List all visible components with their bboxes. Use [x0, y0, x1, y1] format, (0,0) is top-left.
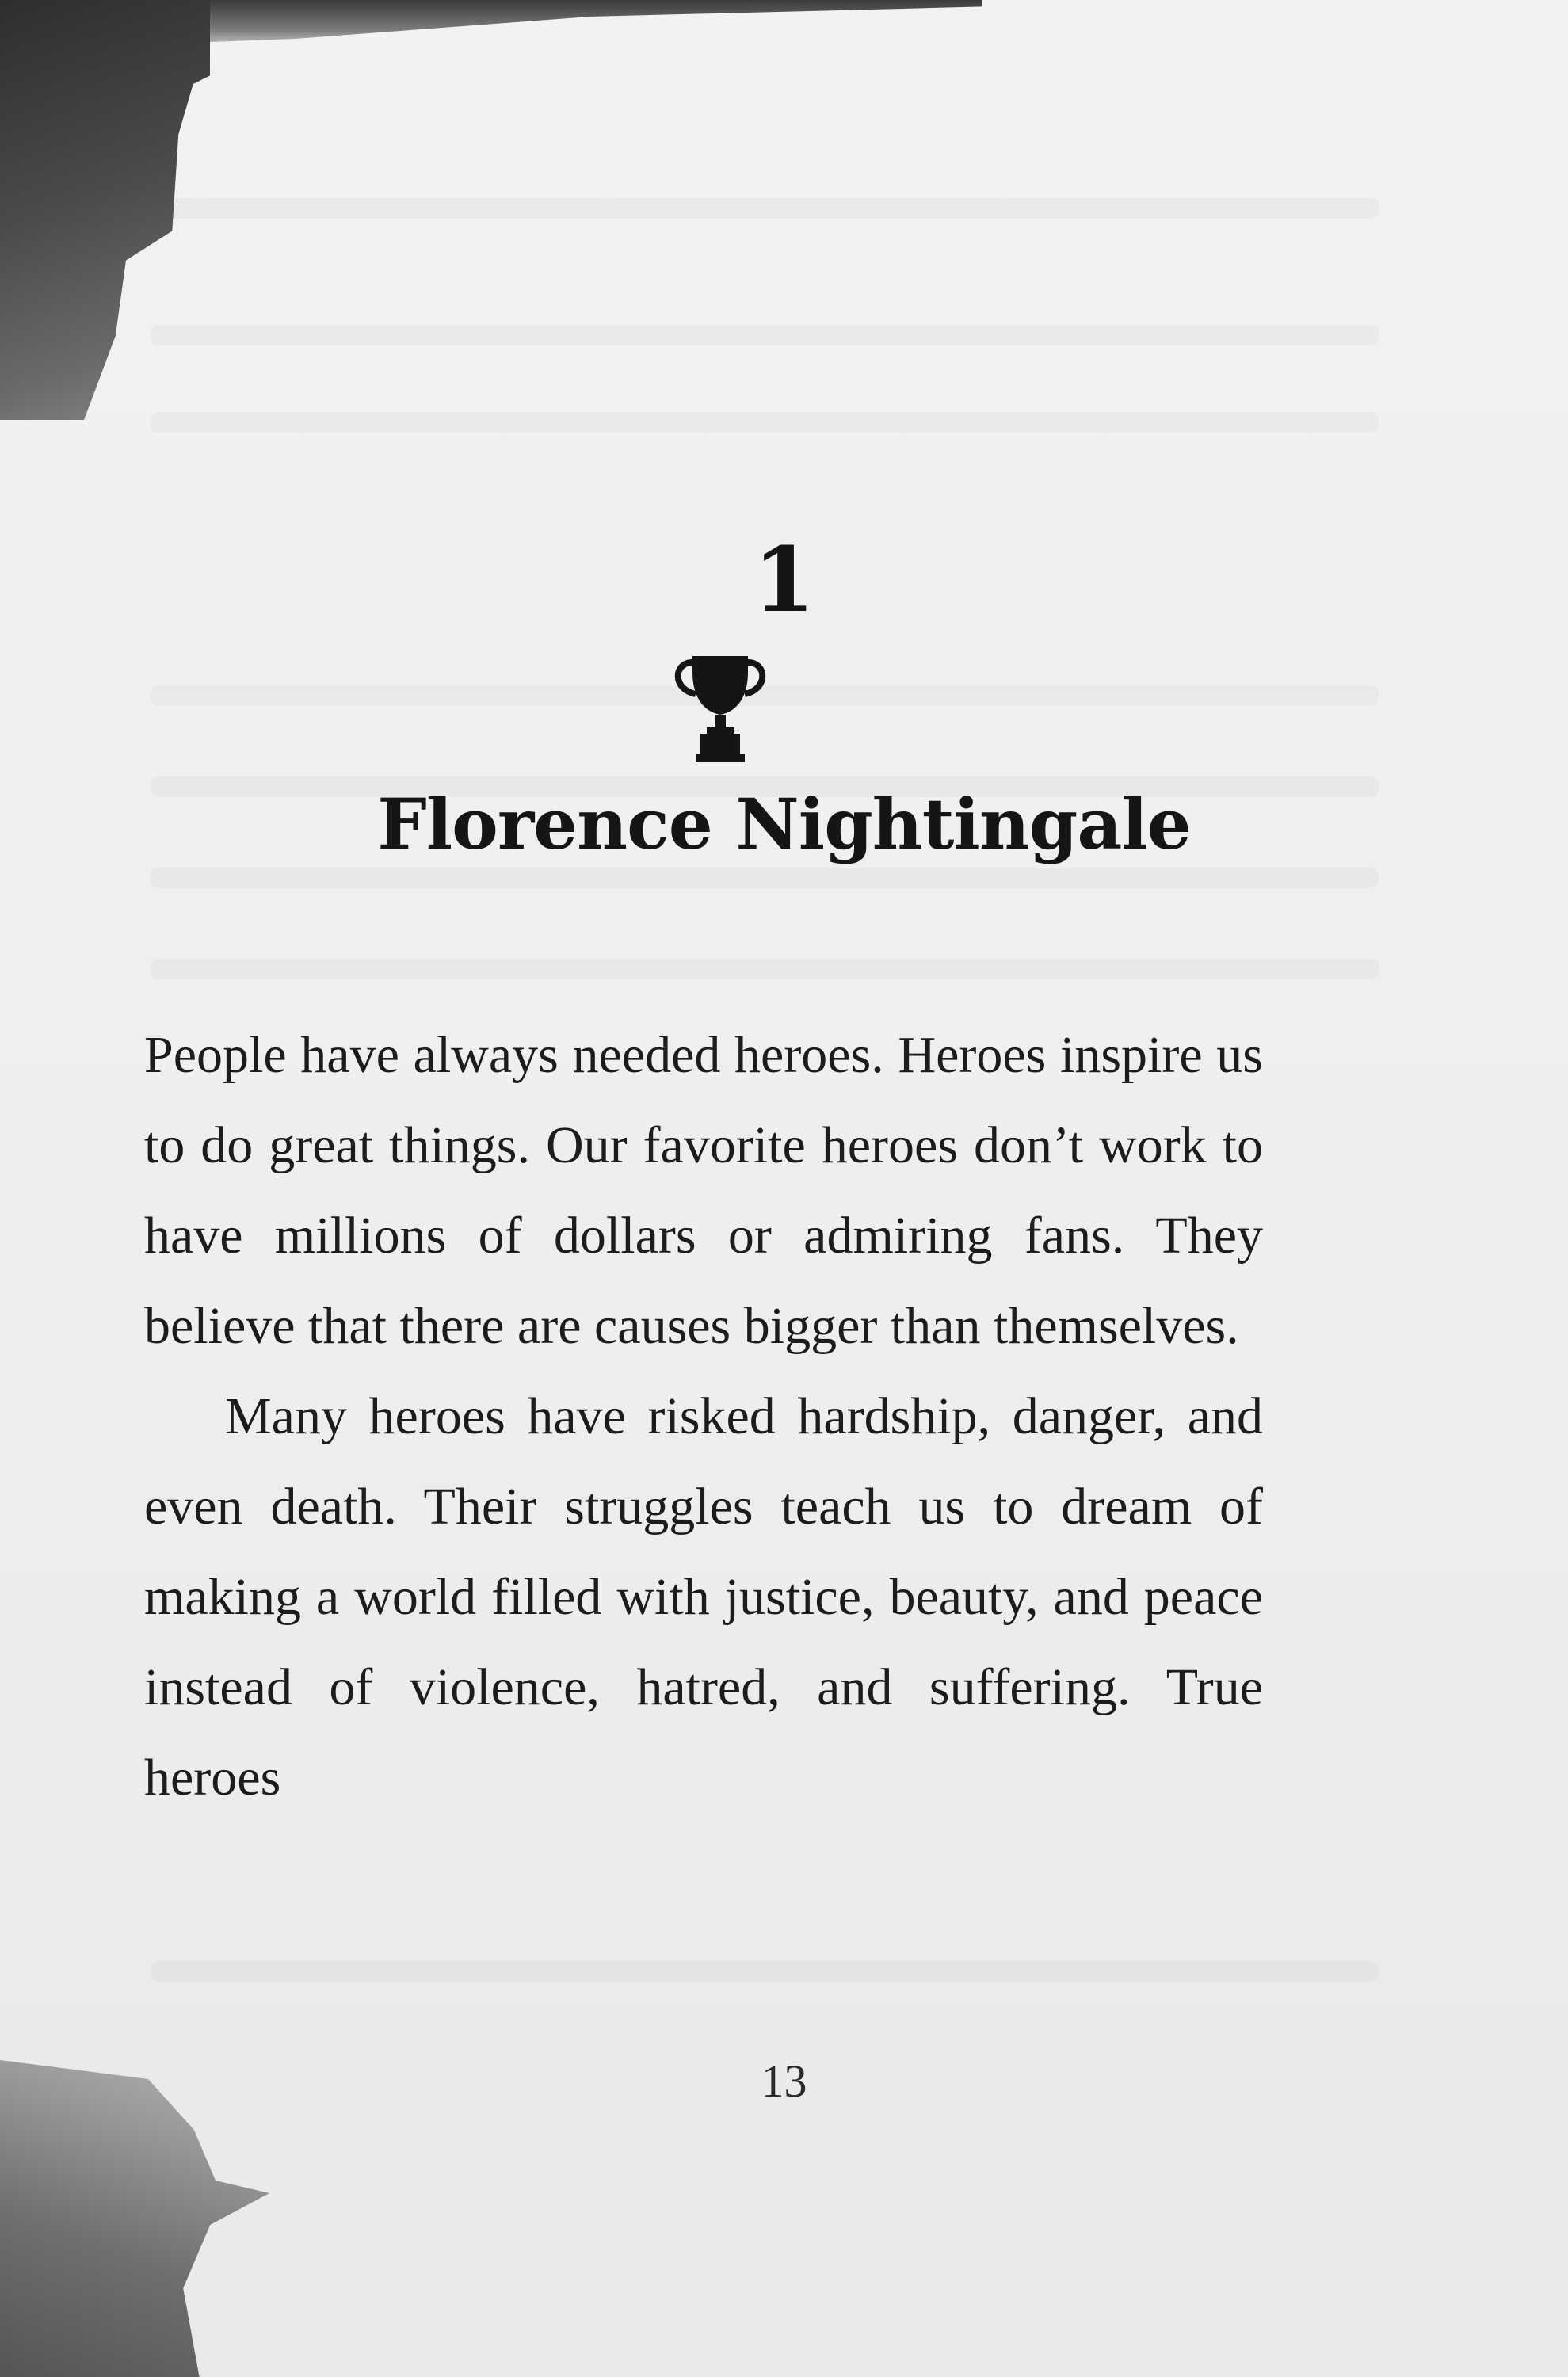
- page-number: 13: [761, 2055, 807, 2107]
- body-text: [144, 1010, 1263, 1823]
- bleed-through-line: [151, 1961, 1379, 1982]
- chapter-title: Florence Nightingale: [377, 783, 1191, 865]
- chapter-number: 1: [753, 528, 815, 632]
- paragraph: People have always needed heroes. Heroes inspire us to do great things. Our favorite heroes don’t work to have millions of dollars or admiring fans. They believe that there are causes bigger than themselves.: [144, 1026, 1263, 1355]
- bleed-through-line: [151, 198, 1379, 219]
- bleed-through-line: [151, 325, 1379, 345]
- trophy-icon: [669, 648, 772, 765]
- paragraph: Many heroes have risked hardship, danger, and even death. Their struggles teach us to dream of making a world filled with justice, beauty, and peace instead of violence, hatred, and suffering. True heroes: [144, 1387, 1263, 1807]
- bleed-through-line: [151, 412, 1379, 433]
- bleed-through-line: [151, 959, 1379, 979]
